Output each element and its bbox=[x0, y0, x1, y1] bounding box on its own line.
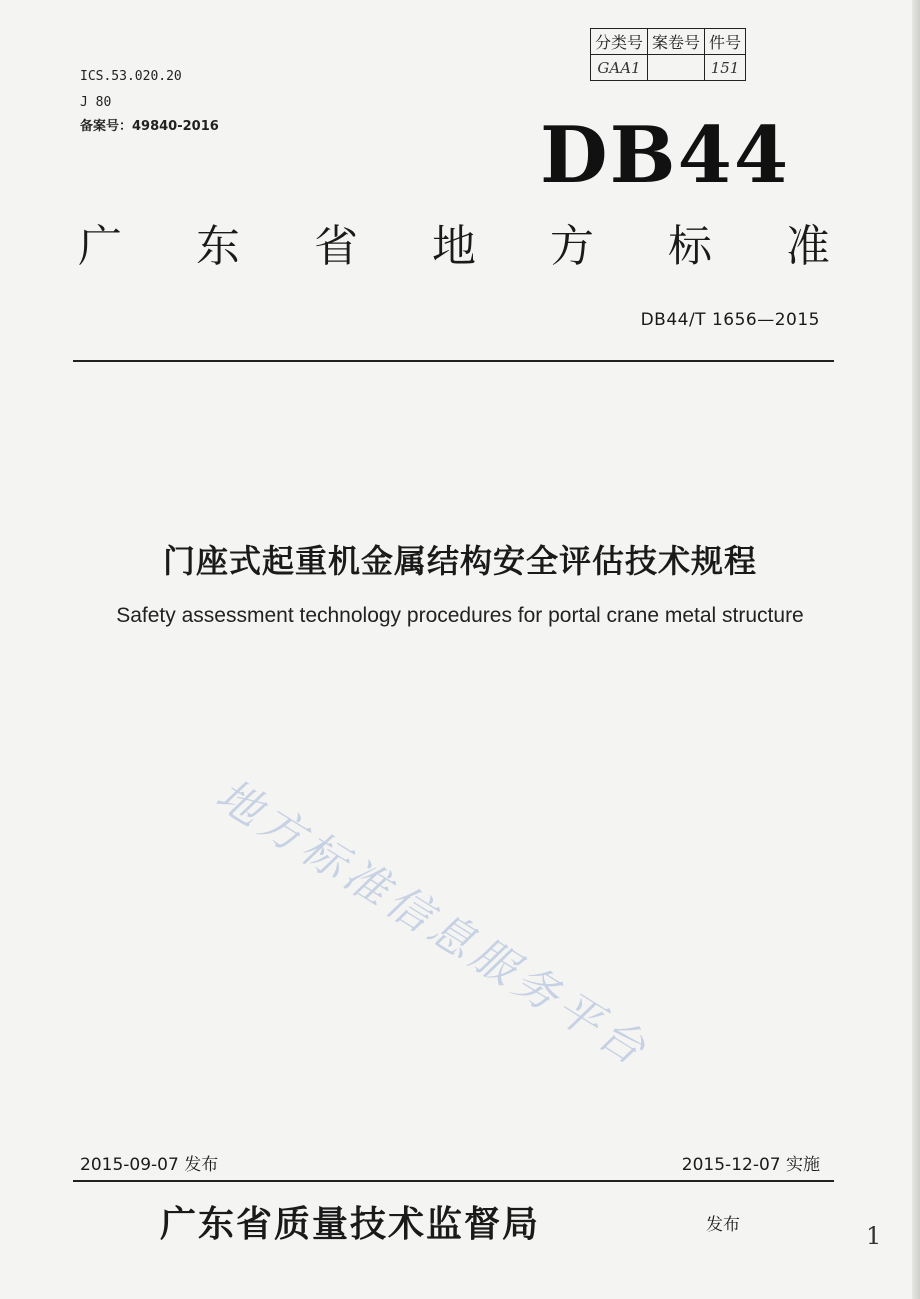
top-divider bbox=[73, 360, 834, 362]
standard-type-char: 地 bbox=[432, 221, 476, 272]
standard-type-char: 广 bbox=[78, 221, 122, 272]
standard-number: DB44/T 1656—2015 bbox=[640, 310, 820, 330]
scan-edge bbox=[912, 0, 920, 1299]
stamp-value-category: GAA1 bbox=[591, 55, 648, 81]
archive-stamp-table bbox=[590, 28, 746, 81]
stamp-header-category: 分类号 bbox=[591, 29, 648, 55]
stamp-value-file bbox=[648, 55, 705, 81]
stamp-header-file: 案卷号 bbox=[648, 29, 705, 55]
ics-code: ICS.53.020.20 bbox=[80, 69, 182, 84]
page-number: 1 bbox=[866, 1222, 882, 1250]
standard-type-char: 省 bbox=[314, 221, 358, 272]
stamp-header-row bbox=[591, 29, 746, 55]
standard-type-heading bbox=[78, 210, 830, 274]
ccs-code: J 80 bbox=[80, 95, 112, 110]
standard-type-char: 东 bbox=[196, 221, 240, 272]
bottom-divider bbox=[73, 1180, 834, 1182]
issuing-authority: 广东省质量技术监督局 bbox=[160, 1203, 541, 1245]
issuer-suffix: 发布 bbox=[706, 1215, 740, 1235]
release-date: 2015-09-07 发布 bbox=[80, 1155, 219, 1175]
document-title-english: Safety assessment technology procedures for portal crane metal structure bbox=[116, 604, 804, 627]
standard-type-char: 标 bbox=[668, 221, 712, 272]
stamp-header-item: 件号 bbox=[705, 29, 746, 55]
implementation-date: 2015-12-07 实施 bbox=[681, 1155, 820, 1175]
watermark-text: 地方标准信息服务平台 bbox=[207, 769, 659, 1078]
document-title-chinese: 门座式起重机金属结构安全评估技术规程 bbox=[162, 542, 757, 580]
record-number: 备案号：49840-2016 bbox=[80, 119, 219, 134]
standard-type-char: 准 bbox=[786, 221, 830, 272]
stamp-value-row bbox=[591, 55, 746, 81]
standard-type-char: 方 bbox=[550, 221, 594, 272]
db44-logo: DB44 bbox=[540, 110, 791, 201]
stamp-value-item: 151 bbox=[705, 55, 746, 81]
